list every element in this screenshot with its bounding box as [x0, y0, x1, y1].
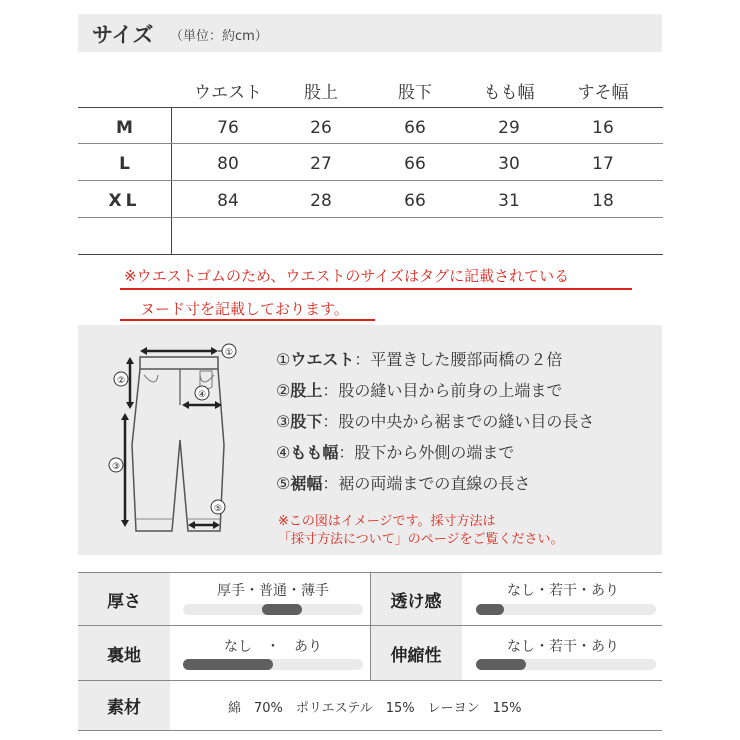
table-cell: 76 — [217, 118, 239, 138]
guide-note-line2: 「採寸方法について」のページをご覧ください。 — [278, 532, 564, 547]
attr-label-material: 素材 — [78, 681, 170, 730]
guide-desc: ：股下から外側の端まで — [338, 443, 515, 462]
sheerness-options: なし・若干・あり — [507, 583, 619, 599]
unit-label: （単位：約cm） — [170, 29, 268, 44]
attr-label-sheerness: 透け感 — [370, 573, 462, 625]
attr-label-stretch: 伸縮性 — [370, 626, 462, 680]
guide-term: 股上 — [290, 381, 323, 400]
pants-diagram-icon — [100, 335, 260, 545]
stretch-scale — [476, 659, 656, 670]
guide-term: 股下 — [290, 412, 323, 431]
table-divider — [78, 107, 663, 108]
guide-num: ② — [276, 381, 291, 400]
col-header-thigh: もも幅 — [483, 83, 535, 103]
material-composition: 綿 70% ポリエステル 15% レーヨン 15% — [228, 701, 522, 716]
table-divider — [370, 572, 371, 680]
measurement-guide — [78, 325, 662, 555]
sheerness-scale — [476, 604, 656, 615]
col-header-waist: ウエスト — [194, 83, 262, 103]
diagram-marker: ① — [224, 348, 234, 358]
waist-note-line2: ヌード寸を記載しております。 — [140, 300, 349, 318]
table-cell: 17 — [592, 154, 614, 174]
guide-num: ⑤ — [276, 474, 291, 493]
table-cell: 66 — [404, 154, 426, 174]
table-cell: 30 — [498, 154, 520, 174]
guide-note-line1: ※この図はイメージです。採寸方法は — [278, 514, 496, 529]
diagram-marker: ④ — [197, 390, 207, 400]
table-divider — [78, 180, 663, 181]
table-cell: 16 — [592, 118, 614, 138]
table-divider — [78, 254, 663, 255]
waist-note-line1: ※ウエストゴムのため、ウエストのサイズはタグに記載されている — [124, 267, 570, 285]
guide-num: ③ — [276, 412, 291, 431]
table-cell: 84 — [217, 191, 239, 211]
table-cell: 66 — [404, 191, 426, 211]
table-cell: 66 — [404, 118, 426, 138]
lining-options: なし ・ あり — [224, 639, 322, 655]
table-divider — [78, 730, 662, 731]
thickness-scale — [183, 604, 363, 615]
col-header-rise: 股上 — [304, 83, 338, 103]
diagram-marker: ② — [116, 376, 126, 386]
guide-item-waist — [276, 347, 562, 370]
guide-item-inseam — [276, 409, 594, 432]
guide-term: 裾幅 — [290, 474, 323, 493]
guide-num: ④ — [276, 443, 291, 462]
table-divider — [171, 107, 172, 255]
table-cell: 29 — [498, 118, 520, 138]
col-header-hem: すそ幅 — [577, 83, 629, 103]
size-label: XL — [108, 191, 141, 211]
size-label: L — [119, 154, 130, 174]
size-header — [78, 14, 662, 52]
guide-item-rise — [276, 378, 562, 401]
table-cell: 27 — [310, 154, 332, 174]
lining-scale — [183, 659, 363, 670]
guide-term: もも幅 — [290, 443, 339, 462]
table-cell: 80 — [217, 154, 239, 174]
thickness-options: 厚手・普通・薄手 — [217, 583, 329, 599]
table-cell: 31 — [498, 191, 520, 211]
thickness-indicator — [262, 604, 302, 615]
size-label: M — [116, 118, 133, 138]
guide-desc: ：平置きした腰部両橋の２倍 — [354, 350, 563, 369]
note-underline — [120, 319, 375, 321]
size-table — [78, 70, 663, 255]
table-divider — [78, 143, 663, 144]
guide-desc: ：股の中央から裾までの縫い目の長さ — [322, 412, 595, 431]
table-cell: 26 — [310, 118, 332, 138]
stretch-options: なし・若干・あり — [507, 639, 619, 655]
diagram-marker: ③ — [111, 462, 121, 472]
col-header-inseam: 股下 — [398, 83, 432, 103]
table-cell: 28 — [310, 191, 332, 211]
attr-label-lining: 裏地 — [78, 626, 170, 680]
table-divider — [78, 217, 663, 218]
guide-term: ウエスト — [290, 350, 355, 369]
size-title: サイズ — [92, 23, 154, 47]
attribute-table — [78, 572, 662, 732]
lining-indicator — [183, 659, 273, 670]
note-underline — [120, 288, 632, 290]
stretch-indicator — [476, 659, 526, 670]
sheerness-indicator — [476, 604, 504, 615]
guide-item-hem — [276, 471, 530, 494]
guide-desc: ：裾の両端までの直線の長さ — [322, 474, 531, 493]
guide-desc: ：股の縫い目から前身の上端まで — [322, 381, 563, 400]
guide-num: ① — [276, 350, 291, 369]
attr-label-thickness: 厚さ — [78, 573, 170, 625]
guide-item-thigh — [276, 440, 514, 463]
diagram-marker: ⑤ — [213, 504, 223, 514]
table-cell: 18 — [592, 191, 614, 211]
